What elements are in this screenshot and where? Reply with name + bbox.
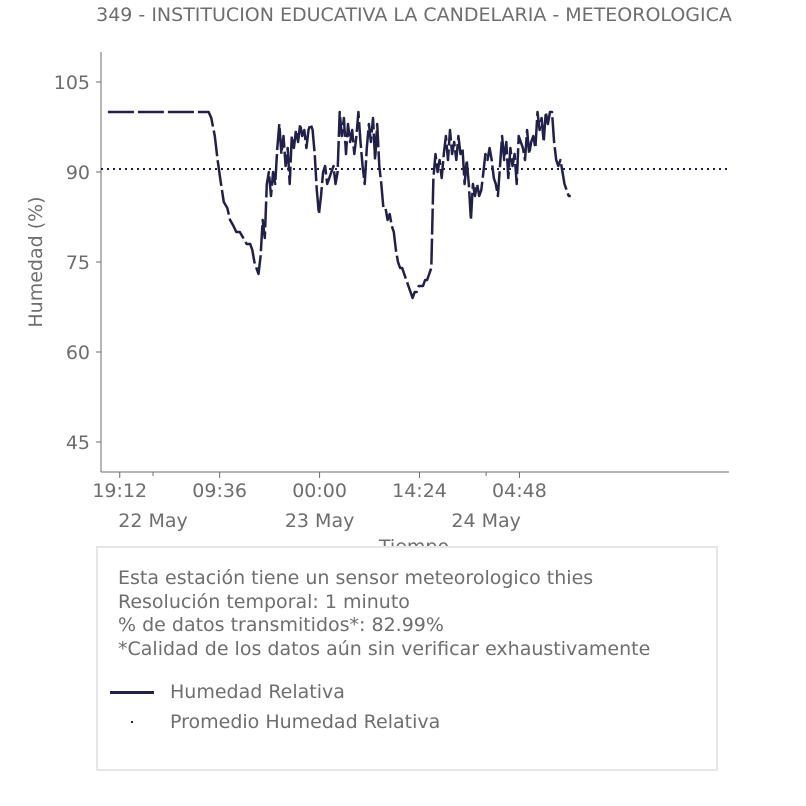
chart-title: 349 - INSTITUCION EDUCATIVA LA CANDELARIA - METEOROLOGICA [96,4,732,26]
info-line-sensor: Esta estación tiene un sensor meteorologico thies [118,567,594,589]
y-axis-label: Humedad (%) [25,196,47,328]
legend-item-line [110,680,345,704]
x-tick-label: 14:24 [392,480,447,502]
info-line-resolution: Resolución temporal: 1 minuto [118,590,410,613]
station-info [118,567,650,661]
legend-line-label: Humedad Relativa [170,681,345,703]
x-date-label: 24 May [451,510,521,532]
info-line-transmitted: % de datos transmitidos*: 82.99% [118,614,444,636]
legend-dot-swatch [110,710,156,734]
info-line-quality: *Calidad de los datos aún sin verificar exhaustivamente [118,637,651,660]
y-tick-label: 60 [65,342,90,364]
y-tick-label: 90 [65,162,90,184]
legend-average-label: Promedio Humedad Relativa [170,711,441,733]
y-tick-label: 105 [53,72,90,94]
x-date-label: 22 May [118,510,188,532]
x-tick-label: 09:36 [192,480,248,502]
x-tick-label: 00:00 [292,480,347,502]
legend-line-swatch [110,680,156,704]
x-tick-label: 04:48 [492,480,547,502]
y-tick-label: 75 [65,252,90,274]
series-line-humedad [108,112,571,298]
x-date-label: 23 May [284,510,355,532]
legend-box [96,546,718,771]
legend-item-average [110,710,440,734]
x-tick-label: 19:12 [92,480,148,502]
y-tick-label: 45 [65,432,90,454]
